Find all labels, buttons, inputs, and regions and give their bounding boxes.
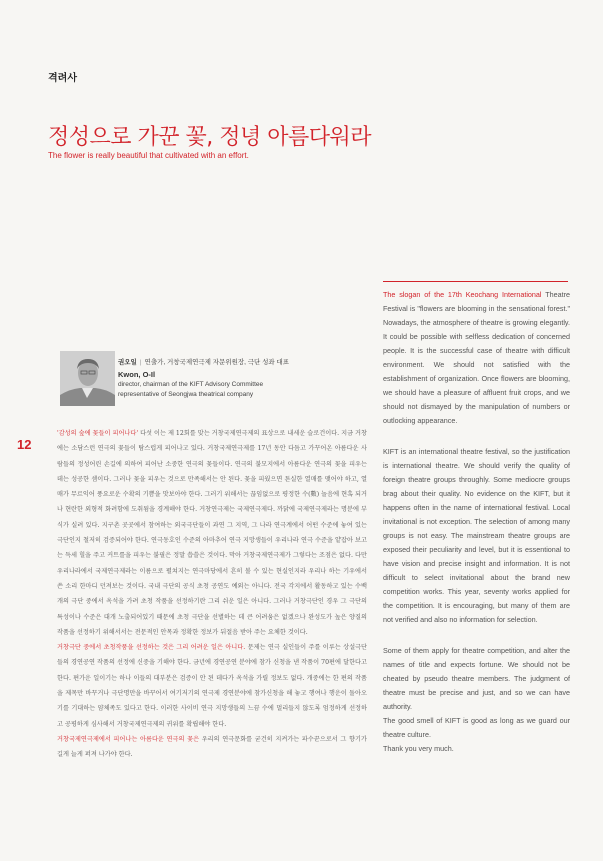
english-body <box>383 288 570 773</box>
author-line-korean <box>118 358 348 368</box>
highlight-text: 거창국제연극제에서 피어나는 아름다운 연극의 꽃은 <box>57 735 200 743</box>
paragraph-text: 문제는 연극 실인들이 주를 이루는 상설극단들의 경연공연 작품의 선정에 신중을 기해야 한다. 금년에 경연공연 분야에 참가 신청을 낸 작품이 70편에 달한다고 한다. 편가운 일이기는 하나 이들의 대부분은 검증이 안 된 데다가 옥석을 가릴 정보도 없다. 개중에는 한 편의 작품을 제목만 바꾸거나 극단명만을 바꾸어서 여기저기의 연극제 경연분야에 참가신청을 해 놓고 행여나 행운이 돌아오기를 기대하는 얌체족도 있다고 한다. 이러한 사이비 연극 지망생들의 느끔 수에 멀리들지 않도록 엄정하게 선정하고 공평하게 심사해서 거창국제연극제의 귀위를 확립해야 한다. <box>57 644 367 728</box>
english-paragraph-2: KIFT is an international theatre festival, so the justification is international theatre. We should verify the quality of foreign theatre groups throughly. Some mediocre groups brag about their quality. No evidence on the KIFT, but it happens often in the name of international festival. Local invitational is not exception. The selection of among many groups is not easy. The mainstream theatre groups are exposed their peculiarity and level, but it is essentional to have vision and precise insight and information. It is not difficult to select invitational about the brand new competition works. This year, seventy works applied for the competition. It is encouraging, but many of them are not verified and also no information for selection. <box>383 447 570 624</box>
korean-body <box>57 426 367 763</box>
paragraph-text: 우리의 연극문화를 굳건히 지켜가는 파수꾼으로서 그 향기가 길게 늘게 퍼져 나가야 한다. <box>57 735 367 759</box>
author-role-english-2: representative of Seongjwa theatrical company <box>118 391 254 398</box>
portrait-image <box>60 351 115 406</box>
korean-paragraph-1 <box>57 426 367 640</box>
highlight-text: '감성의 숲에 꽃들이 피어나다' <box>57 430 139 437</box>
author-photo <box>60 351 115 406</box>
separator: | <box>139 359 142 366</box>
author-name-korean: 권오일 <box>118 359 137 366</box>
article-title-korean: 정성으로 가꾼 꽃, 정녕 아름다워라 <box>48 125 371 150</box>
paragraph-text: 다섯 이는 제 12회를 맞는 거창국제연극제의 표상으로 내세운 슬로건이다. 지금 거창에는 소담스런 연극의 꽃들이 탐스럽게 피어나고 있다. 거창국제연극제를 17년 동안 다듬고 가꾸어온 아름다운 사람들의 정성어린 손길에 의하여 피어난 소중한 연극의 꽃들이다. 연극의 불모지에서 아름다운 연극의 꽃을 피우는 데는 성공한 셈이다. 그러나 꽃을 피우는 것으로 만족해서는 안 된다. 꽃을 피웠으면 튼실한 열매를 맺어야 하고, 열매가 무르익어 풍요로운 수확의 기쁨을 맛보아야 한다. 그러기 위해서는 끊임없으로 평정한 수(數) 놀음에 현혹 되거나 현란한 외형적 화려함에 도취됨을 경계해야 한다. 거창연극제는 국제연극제다. 까닭에 국제연극제라는 명분에 부식가 실려 있다. 지구촌 곳곳에서 참여하는 외국극단들이 과연 그 지역, 그 나라 연극계에서 어떤 수준에 놓여 있는 극단인지 철저히 검증되어야 한다. 연극동호인 수준의 아마추어 연극 지망생들이 우리나라 연극 수준을 얕잡아 보고는 득세 힐을 주고 커트를을 피우는 불필은 정말 씁쓸은 것이다. 막아 거창국제연극제가 그렇다는 조점은 없다. 다만 우리나라에서 국제연극제라는 이름으로 펼쳐지는 연극마당에서 흔히 볼 수 있는 현실인지라 우리나 하는 기우에서 쓴 소리 한마디 던져보는 것이다. 국내 극단의 공식 초청 공연도 예외는 아니다. 전국 각지에서 활동하고 있는 수백 개의 극단 중에서 옥석을 가려 초청 작품을 선정하기란 그리 쉬운 일은 아니다. 그러나 거창극단인 경우 그 극단의 특성이나 수준은 대개 노출되어있기 때문에 초청 극단을 선별하는 데 큰 어려움은 없겠으나 완성도가 높은 양질의 작품을 선정하기 위해서서는 전문적인 안목과 정확한 정보가 뒤절음 받아 주는 요체한 것이다. <box>57 430 368 636</box>
page-number: 12 <box>17 437 32 452</box>
author-role-korean: 연출가, 거창국제연극제 자문위원장, 극단 성좌 대표 <box>144 359 290 366</box>
korean-paragraph-2 <box>57 640 367 732</box>
article-title-english: The flower is really beautiful that cultivated with an effort. <box>48 151 249 160</box>
highlight-text: 거창극단 중에서 초청작품을 선정하는 것은 그리 어려운 일은 아니다. <box>57 644 246 652</box>
korean-paragraph-3 <box>57 732 367 763</box>
english-paragraph-4: The good smell of KIFT is good as long as we guard our theatre culture. <box>383 716 570 739</box>
author-name-english: Kwon, O-Il <box>118 370 156 379</box>
english-paragraph-3: Some of them apply for theatre competition, and alter the names of title and expects fortune. We should not be cheated by pseudo theatre members. The judgment of theatre must be precise and just, and so we can have authority. <box>383 646 570 711</box>
english-paragraph-5: Thank you very much. <box>383 744 454 753</box>
author-role-english-1: director, chairman of the KIFT Advisory Committee <box>118 381 264 388</box>
author-info <box>118 358 348 400</box>
english-column-rule <box>383 281 568 282</box>
paragraph-text: Theatre Festival is "flowers are blooming in the sensational forest." Nowadays, the atmosphere of theatre is growing elegantly. It could be possible with selfless dedication of concerned people. It is the successful case of theatre with difficult environment. We should not satisfied with the establishment of organization. Once flowers are blooming, we should have a pleasure of affluent fruit crops, and we should not dismayed by the manipulation of numbers or outlocking appearance. <box>383 290 570 425</box>
highlight-text: The slogan of the 17th Keochang International <box>383 290 542 299</box>
section-label: 격려사 <box>48 73 77 84</box>
english-paragraph-1 <box>383 288 570 428</box>
